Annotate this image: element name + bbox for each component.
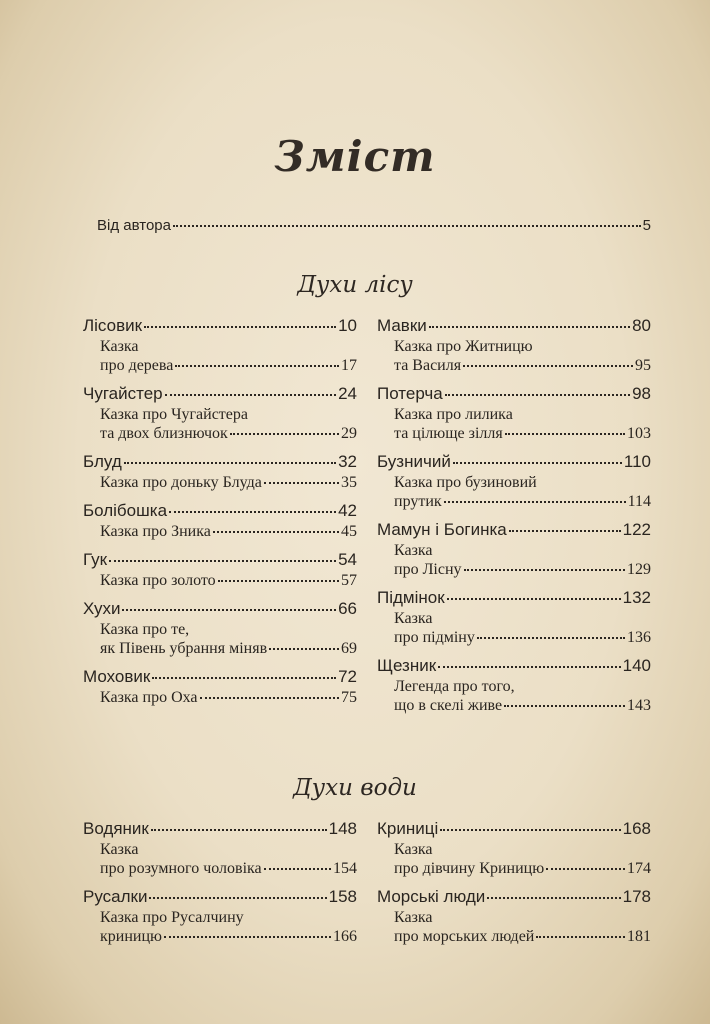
toc-subentry-line: Легенда про того, xyxy=(394,678,515,695)
toc-entry xyxy=(377,885,651,946)
toc-entry xyxy=(377,314,651,375)
toc-entry-main[interactable] xyxy=(83,382,357,405)
entry-page: 110 xyxy=(623,452,651,471)
toc-entry xyxy=(83,665,357,707)
toc-entry-main[interactable] xyxy=(83,665,357,688)
dot-leader xyxy=(536,925,625,938)
dot-leader xyxy=(477,626,625,639)
entry-page: 95 xyxy=(635,357,651,374)
entry-page: 154 xyxy=(333,860,357,877)
entry-name: та цілюще зілля xyxy=(394,425,503,442)
toc-subentry-last-line xyxy=(394,560,651,579)
toc-entry-main[interactable] xyxy=(83,499,357,522)
entry-name: про підміну xyxy=(394,629,475,646)
toc-entry-main[interactable] xyxy=(377,654,651,677)
entry-page: 72 xyxy=(338,667,357,686)
toc-subentry-last-line xyxy=(394,424,651,443)
toc-column-water-left xyxy=(83,817,357,953)
toc-subentry[interactable] xyxy=(100,522,357,541)
dot-leader xyxy=(165,382,336,396)
toc-entry xyxy=(377,518,651,579)
entry-page: 54 xyxy=(338,550,357,569)
toc-entry-main[interactable] xyxy=(83,885,357,908)
toc-subentry-last-line xyxy=(100,473,357,492)
toc-subentry[interactable] xyxy=(100,840,357,878)
entry-name: Криниці xyxy=(377,819,439,838)
toc-subentry-last-line xyxy=(394,859,651,878)
entry-page: 69 xyxy=(341,640,357,657)
entry-page: 174 xyxy=(627,860,651,877)
dot-leader xyxy=(264,471,339,484)
toc-entry xyxy=(83,382,357,443)
entry-name: про дерева xyxy=(100,357,174,374)
toc-subentry[interactable] xyxy=(100,908,357,946)
dot-leader xyxy=(152,665,336,679)
toc-subentry[interactable] xyxy=(394,541,651,579)
toc-entry xyxy=(377,450,651,511)
entry-name: Мамун і Богинка xyxy=(377,520,507,539)
entry-page: 75 xyxy=(341,689,357,706)
toc-subentry[interactable] xyxy=(100,571,357,590)
entry-name: про морських людей xyxy=(394,928,535,945)
entry-name: про Лісну xyxy=(394,561,462,578)
entry-page: 132 xyxy=(622,588,651,607)
toc-entry-main[interactable] xyxy=(377,586,651,609)
entry-page: 35 xyxy=(341,474,357,491)
entry-page: 136 xyxy=(627,629,651,646)
toc-subentry-last-line xyxy=(394,492,651,511)
entry-page: 80 xyxy=(632,316,651,335)
toc-entry xyxy=(377,586,651,647)
toc-subentry[interactable] xyxy=(394,609,651,647)
toc-entry xyxy=(83,450,357,492)
toc-subentry-last-line xyxy=(394,356,651,375)
toc-subentry-line: Казка xyxy=(394,909,433,926)
entry-name: Казка про доньку Блуда xyxy=(100,474,262,491)
entry-page: 140 xyxy=(622,656,651,675)
entry-name: Блуд xyxy=(83,452,122,471)
entry-page: 29 xyxy=(341,425,357,442)
toc-subentry-line: Казка про лилика xyxy=(394,406,513,423)
entry-name: як Півень убрання міняв xyxy=(100,640,268,657)
toc-entry-main[interactable] xyxy=(377,450,651,473)
page-title: Зміст xyxy=(274,132,436,181)
dot-leader xyxy=(230,422,339,435)
entry-name: Хухи xyxy=(83,599,121,618)
toc-subentry-last-line xyxy=(100,927,357,946)
dot-leader xyxy=(175,354,339,367)
entry-page: 143 xyxy=(627,697,651,714)
toc-subentry-last-line xyxy=(394,628,651,647)
entry-page: 10 xyxy=(338,316,357,335)
toc-subentry-line: Казка про Чугайстера xyxy=(100,406,248,423)
dot-leader xyxy=(438,654,620,668)
toc-subentry[interactable] xyxy=(394,405,651,443)
entry-name: Чугайстер xyxy=(83,384,163,403)
toc-subentry-line: Казка xyxy=(394,841,433,858)
entry-name: про розумного чоловіка xyxy=(100,860,262,877)
toc-entry xyxy=(83,817,357,878)
entry-name: Від автора xyxy=(97,217,171,234)
entry-name: Щезник xyxy=(377,656,437,675)
entry-name: Мавки xyxy=(377,316,427,335)
entry-name: про дівчину Криницю xyxy=(394,860,545,877)
toc-subentry[interactable] xyxy=(100,337,357,375)
entry-name: та Василя xyxy=(394,357,462,374)
dot-leader xyxy=(213,520,339,533)
toc-subentry-line: Казка про бузиновий xyxy=(394,474,537,491)
dot-leader xyxy=(487,885,620,899)
dot-leader xyxy=(124,450,336,464)
toc-column-water-right xyxy=(377,817,651,953)
entry-page: 181 xyxy=(627,928,651,945)
toc-subentry[interactable] xyxy=(394,473,651,511)
toc-subentry[interactable] xyxy=(394,840,651,878)
entry-page: 32 xyxy=(338,452,357,471)
entry-page: 166 xyxy=(333,928,357,945)
entry-name: Лісовик xyxy=(83,316,143,335)
toc-column-forest-right xyxy=(377,314,651,722)
entry-name: що в скелі живе xyxy=(394,697,503,714)
toc-entry xyxy=(377,817,651,878)
entry-page: 98 xyxy=(632,384,651,403)
entry-page: 178 xyxy=(622,887,651,906)
entry-name: Потерча xyxy=(377,384,443,403)
toc-entry xyxy=(377,654,651,715)
toc-entry-main[interactable] xyxy=(377,885,651,908)
toc-entry xyxy=(83,314,357,375)
toc-subentry-line: Казка xyxy=(100,841,139,858)
entry-page: 45 xyxy=(341,523,357,540)
toc-column-forest-left xyxy=(83,314,357,714)
toc-subentry-last-line xyxy=(100,522,357,541)
dot-leader xyxy=(546,857,625,870)
dot-leader xyxy=(264,857,331,870)
dot-leader xyxy=(200,686,339,699)
toc-entry-main[interactable] xyxy=(83,450,357,473)
toc-intro-entry[interactable] xyxy=(97,217,651,234)
dot-leader xyxy=(505,422,625,435)
dot-leader xyxy=(463,354,633,367)
toc-subentry[interactable] xyxy=(394,908,651,946)
entry-page: 42 xyxy=(338,501,357,520)
entry-name: та двох близнючок xyxy=(100,425,228,442)
entry-page: 5 xyxy=(642,217,651,234)
entry-name: Казка про Зника xyxy=(100,523,211,540)
toc-subentry-last-line xyxy=(100,356,357,375)
toc-entry-main[interactable] xyxy=(83,817,357,840)
toc-subentry[interactable] xyxy=(100,688,357,707)
dot-leader xyxy=(509,518,621,532)
toc-subentry-last-line xyxy=(394,696,651,715)
toc-entry xyxy=(83,499,357,541)
entry-name: криницю xyxy=(100,928,162,945)
dot-leader xyxy=(504,694,625,707)
entry-name: прутик xyxy=(394,493,442,510)
toc-subentry-last-line xyxy=(394,927,651,946)
dot-leader xyxy=(444,490,626,503)
dot-leader xyxy=(464,558,625,571)
entry-page: 114 xyxy=(627,493,651,510)
toc-subentry-last-line xyxy=(100,688,357,707)
toc-subentry[interactable] xyxy=(394,337,651,375)
entry-page: 103 xyxy=(627,425,651,442)
entry-page: 168 xyxy=(622,819,651,838)
toc-subentry-line: Казка xyxy=(394,542,433,559)
dot-leader xyxy=(218,569,339,582)
entry-name: Казка про Оха xyxy=(100,689,198,706)
dot-leader xyxy=(122,597,336,611)
toc-subentry-last-line xyxy=(100,639,357,658)
toc-entry-main[interactable] xyxy=(377,817,651,840)
entry-page: 24 xyxy=(338,384,357,403)
toc-entry-main[interactable] xyxy=(377,518,651,541)
toc-entry-main[interactable] xyxy=(83,548,357,571)
toc-subentry-line: Казка про Житницю xyxy=(394,338,533,355)
toc-subentry-last-line xyxy=(100,424,357,443)
toc-entry-main[interactable] xyxy=(83,314,357,337)
dot-leader xyxy=(447,586,621,600)
toc-subentry[interactable] xyxy=(394,677,651,715)
section-title-forest: Духи лісу xyxy=(297,272,413,298)
dot-leader xyxy=(109,548,336,562)
entry-name: Гук xyxy=(83,550,108,569)
dot-leader xyxy=(173,215,641,228)
dot-leader xyxy=(440,817,620,831)
entry-page: 122 xyxy=(622,520,651,539)
toc-subentry[interactable] xyxy=(100,620,357,658)
toc-subentry-line: Казка xyxy=(394,610,433,627)
toc-subentry-last-line xyxy=(100,571,357,590)
entry-name: Водяник xyxy=(83,819,149,838)
toc-subentry[interactable] xyxy=(100,473,357,492)
dot-leader xyxy=(164,925,331,938)
toc-entry xyxy=(83,885,357,946)
section-title-water: Духи води xyxy=(293,775,417,801)
entry-name: Болібошка xyxy=(83,501,168,520)
toc-subentry[interactable] xyxy=(100,405,357,443)
dot-leader xyxy=(169,499,336,513)
toc-subentry-last-line xyxy=(100,859,357,878)
dot-leader xyxy=(453,450,622,464)
entry-page: 17 xyxy=(341,357,357,374)
entry-page: 57 xyxy=(341,572,357,589)
toc-entry-main[interactable] xyxy=(83,597,357,620)
entry-name: Підмінок xyxy=(377,588,445,607)
dot-leader xyxy=(144,314,336,328)
entry-name: Русалки xyxy=(83,887,148,906)
toc-subentry-line: Казка xyxy=(100,338,139,355)
entry-page: 148 xyxy=(328,819,357,838)
entry-page: 158 xyxy=(328,887,357,906)
entry-name: Моховик xyxy=(83,667,151,686)
toc-entry-main[interactable] xyxy=(377,382,651,405)
entry-name: Казка про золото xyxy=(100,572,216,589)
toc-entry xyxy=(83,597,357,658)
dot-leader xyxy=(429,314,630,328)
toc-entry xyxy=(83,548,357,590)
entry-page: 66 xyxy=(338,599,357,618)
entry-name: Морські люди xyxy=(377,887,486,906)
dot-leader xyxy=(149,885,326,899)
entry-page: 129 xyxy=(627,561,651,578)
toc-subentry-line: Казка про те, xyxy=(100,621,190,638)
dot-leader xyxy=(151,817,327,831)
toc-subentry-line: Казка про Русалчину xyxy=(100,909,244,926)
dot-leader xyxy=(445,382,630,396)
dot-leader xyxy=(269,637,339,650)
entry-name: Бузничий xyxy=(377,452,451,471)
toc-entry-main[interactable] xyxy=(377,314,651,337)
toc-entry xyxy=(377,382,651,443)
